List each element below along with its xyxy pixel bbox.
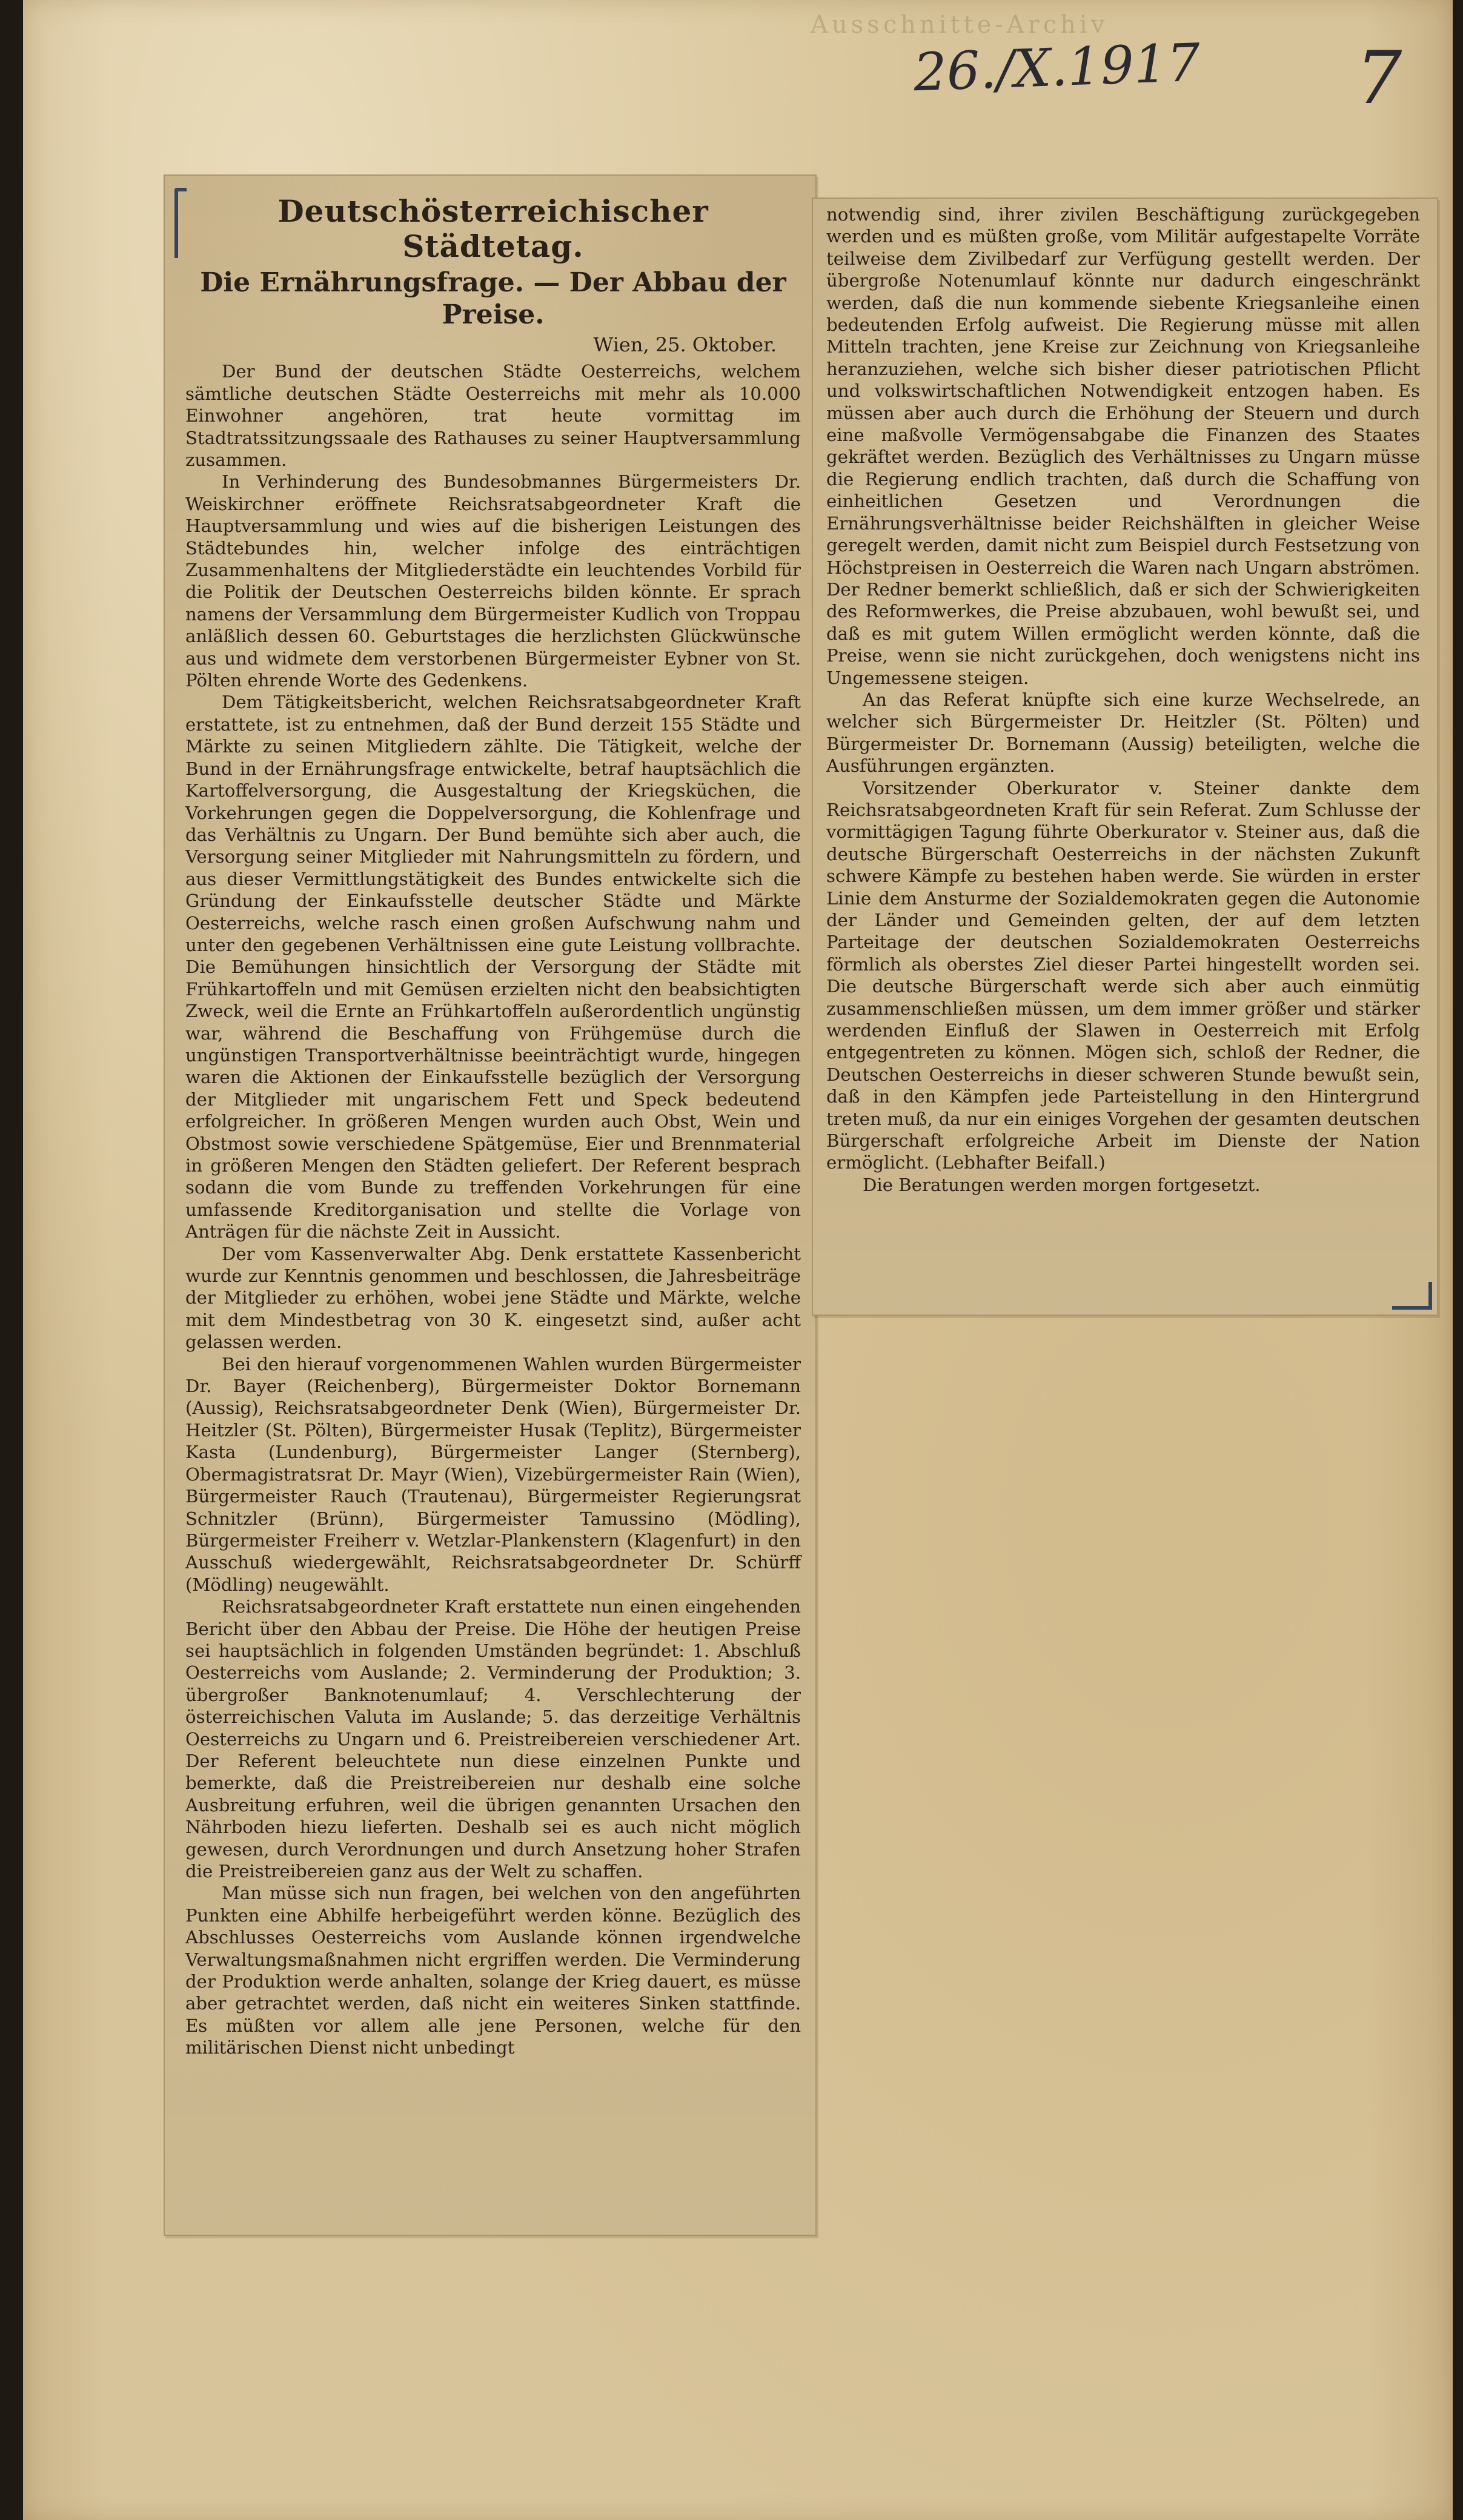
paragraph: Dem Tätigkeitsbericht, welchen Reichsratsabgeordneter Kraft erstattete, ist zu entnehmen, daß der Bund derzeit 155 Städte und Märkte zu seinen Mitgliedern zählte. Die Tätigkeit, welche der Bund in der Ernährungsfrage entwickelte, betraf hauptsächlich die Kartoffelversorgung, die Ausgestaltung der Kriegsküchen, die Vorkehrungen gegen die Doppelversorgung, die Kohlenfrage und das Verhältnis zu Ungarn. Der Bund bemühte sich aber auch, die Versorgung seiner Mitglieder mit Nahrungsmitteln zu fördern, und aus dieser Vermittlungstätigkeit des Bundes entwickelte sich die Gründung der Einkaufsstelle deutscher Städte und Märkte Oesterreichs, welche rasch einen großen Aufschwung nahm und unter den gegebenen Verhältnissen eine gute Leistung vollbrachte. Die Bemühungen hinsichtlich der Versorgung der Städte mit Frühkartoffeln und mit Gemüsen erzielten nicht den beabsichtigten Zweck, weil die Ernte an Frühkartoffeln außerordentlich ungünstig war, während die Beschaffung von Frühgemüse durch die ungünstigen Transportverhältnisse beeinträchtigt wurde, hingegen waren die Aktionen der Einkaufsstelle bezüglich der Versorgung der Mitglieder mit ungarischem Fett und Speck bedeutend erfolgreicher. In größeren Mengen wurden auch Obst, Wein und Obstmost sowie verschiedene Spätgemüse, Eier und Brennmaterial in größeren Mengen den Städten geliefert. Der Referent besprach sodann die vom Bunde zu treffenden Vorkehrungen für eine umfassende Kreditorganisation und stellte die Vorlage von Anträgen für die nächste Zeit in Aussicht. (185, 692, 801, 1242)
paragraph: In Verhinderung des Bundesobmannes Bürgermeisters Dr. Weiskirchner eröffnete Reichsratsabgeordneter Kraft die Hauptversammlung und wies auf die bisherigen Leistungen des Städtebundes hin, welcher infolge des einträchtigen Zusammenhaltens der Mitgliederstädte ein leuchtendes Vorbild für die Politik der Deutschen Oesterreichs bilden könnte. Er sprach namens der Versammlung dem Bürgermeister Kudlich von Troppau anläßlich dessen 60. Geburtstages die herzlichsten Glückwünsche aus und widmete dem verstorbenen Bürgermeister Eybner von St. Pölten ehrende Worte des Gedenkens. (185, 471, 801, 691)
handwritten-page-number: 7 (1356, 36, 1402, 121)
newspaper-clipping-right (812, 197, 1438, 1316)
paragraph: notwendig sind, ihrer zivilen Beschäftigung zurückgegeben werden und es müßten große, vom Militär aufgestapelte Vorräte teilweise dem Zivilbedarf zur Verfügung gestellt werden. Der übergroße Notenumlauf könnte nur dadurch eingeschränkt werden, daß die nun kommende siebente Kriegsanleihe einen bedeutenden Erfolg aufweist. Die Regierung müsse mit allen Mitteln trachten, jene Kreise zur Zeichnung von Kriegsanleihe heranzuziehen, welche sich bisher dieser patriotischen Pflicht und volkswirtschaftlichen Notwendigkeit entzogen haben. Es müssen aber auch durch die Erhöhung der Steuern und durch eine maßvolle Vermögensabgabe die Finanzen des Staates gekräftet werden. Bezüglich des Verhältnisses zu Ungarn müsse die Regierung endlich trachten, daß durch die Schaffung von einheitlichen Gesetzen und Verordnungen die Ernährungsverhältnisse beider Reichshälften in gleicher Weise geregelt werden, damit nicht zum Beispiel durch Festsetzung von Höchstpreisen in Oesterreich die Waren nach Ungarn abströmen. Der Redner bemerkt schließlich, daß er sich der Schwierigkeiten des Reformwerkes, die Preise abzubauen, wohl bewußt sei, und daß es mit gutem Willen ermöglicht werden könnte, daß die Preise, wenn sie nicht zurückgehen, doch wenigstens nicht ins Ungemessene steigen. (826, 204, 1420, 688)
handwritten-date: 26./X.1917 (912, 32, 1201, 104)
blue-pencil-bracket (174, 188, 187, 258)
newspaper-clipping-left (164, 174, 817, 2236)
article-body-left (185, 360, 801, 2058)
paragraph: Reichsratsabgeordneter Kraft erstattete nun einen eingehenden Bericht über den Abbau der Preise. Die Höhe der heutigen Preise sei hauptsächlich in folgenden Umständen begründet: 1. Abschluß Oesterreichs vom Auslande; 2. Verminderung der Produktion; 3. übergroßer Banknotenumlauf; 4. Verschlechterung der österreichischen Valuta im Auslande; 5. das derzeitige Verhältnis Oesterreichs zu Ungarn und 6. Preistreibereien verschiedener Art. Der Referent beleuchtete nun diese einzelnen Punkte und bemerkte, daß die Preistreibereien nur deshalb eine solche Ausbreitung erfuhren, weil die übrigen genannten Ursachen den Nährboden hiezu lieferten. Deshalb sei es auch nicht möglich gewesen, durch Verordnungen und durch Ansetzung hoher Strafen die Preistreibereien ganz aus der Welt zu schaffen. (185, 1596, 801, 1882)
paragraph: Man müsse sich nun fragen, bei welchen von den angeführten Punkten eine Abhilfe herbeigeführt werden könne. Bezüglich des Abschlusses Oesterreichs vom Auslande können irgendwelche Verwaltungsmaßnahmen nicht ergriffen werden. Die Verminderung der Produktion werde anhalten, solange der Krieg dauert, es müsse aber getrachtet werden, daß nicht ein weiteres Sinken stattfinde. Es müßten vor allem alle jene Personen, welche für den militärischen Dienst nicht unbedingt (185, 1883, 801, 2058)
paragraph: Bei den hierauf vorgenommenen Wahlen wurden Bürgermeister Dr. Bayer (Reichenberg), Bürgermeister Doktor Bornemann (Aussig), Reichsratsabgeordneter Denk (Wien), Bürgermeister Dr. Heitzler (St. Pölten), Bürgermeister Husak (Teplitz), Bürgermeister Kasta (Lundenburg), Bürgermeister Langer (Sternberg), Obermagistratsrat Dr. Mayr (Wien), Vizebürgermeister Rain (Wien), Bürgermeister Rauch (Trautenau), Bürgermeister Regierungsrat Schnitzler (Brünn), Bürgermeister Tamussino (Mödling), Bürgermeister Freiherr v. Wetzlar-Plankenstern (Klagenfurt) in den Ausschuß wiedergewählt, Reichsratsabgeordneter Dr. Schürff (Mödling) neugewählt. (185, 1353, 801, 1595)
paragraph: Vorsitzender Oberkurator v. Steiner dankte dem Reichsratsabgeordneten Kraft für sein Referat. Zum Schlusse der vormittägigen Tagung führte Oberkurator v. Steiner aus, daß die deutsche Bürgerschaft Oesterreichs in der nächsten Zukunft schwere Kämpfe zu bestehen haben werde. Sie würden in erster Linie dem Ansturme der Sozialdemokraten gegen die Autonomie der Länder und Gemeinden gelten, der auf dem letzten Parteitage der deutschen Sozialdemokraten Oesterreichs förmlich als oberstes Ziel dieser Partei hingestellt worden sei. Die deutsche Bürgerschaft werde sich aber auch einmütig zusammenschließen müssen, um dem immer größer und stärker werdenden Einfluß der Slawen in Oesterreich mit Erfolg entgegentreten zu können. Mögen sich, schloß der Redner, die Deutschen Oesterreichs in dieser schweren Stunde bewußt sein, daß in den Kämpfen jede Parteistellung in den Hintergrund treten muß, da nur ein einiges Vorgehen der gesamten deutschen Bürgerschaft erfolgreiche Arbeit im Dienste der Nation ermöglicht. (Lebhafter Beifall.) (826, 777, 1420, 1173)
paragraph: Der vom Kassenverwalter Abg. Denk erstattete Kassenbericht wurde zur Kenntnis genommen und beschlossen, die Jahresbeiträge der Mitglieder zu erhöhen, wobei jene Städte und Märkte, welche mit dem Mindestbetrag von 30 K. eingesetzt sind, außer acht gelassen werden. (185, 1243, 801, 1353)
article-dateline: Wien, 25. Oktober. (593, 333, 777, 356)
article-body-right (826, 204, 1420, 1196)
archive-stamp: Ausschnitte-Archiv (811, 11, 1109, 39)
article-title: Deutschösterreichischer Städtetag. (277, 193, 709, 264)
blue-pencil-bracket-end (1392, 1282, 1432, 1310)
paragraph: Die Beratungen werden morgen fortgesetzt. (863, 1174, 1261, 1195)
paragraph: Der Bund der deutschen Städte Oesterreichs, welchem sämtliche deutschen Städte Oesterreichs mit mehr als 10.000 Einwohner angehören, trat heute vormittag im Stadtratssitzungssaale des Rathauses zu seiner Hauptversammlung zusammen. (185, 361, 801, 471)
paragraph: An das Referat knüpfte sich eine kurze Wechselrede, an welcher sich Bürgermeister Dr. Heitzler (St. Pölten) und Bürgermeister Dr. Bornemann (Aussig) beteiligten, welche die Ausführungen ergänzten. (826, 689, 1420, 777)
archive-sheet (23, 0, 1453, 2520)
article-subtitle: Die Ernährungsfrage. — Der Abbau der Preise. (200, 267, 786, 330)
